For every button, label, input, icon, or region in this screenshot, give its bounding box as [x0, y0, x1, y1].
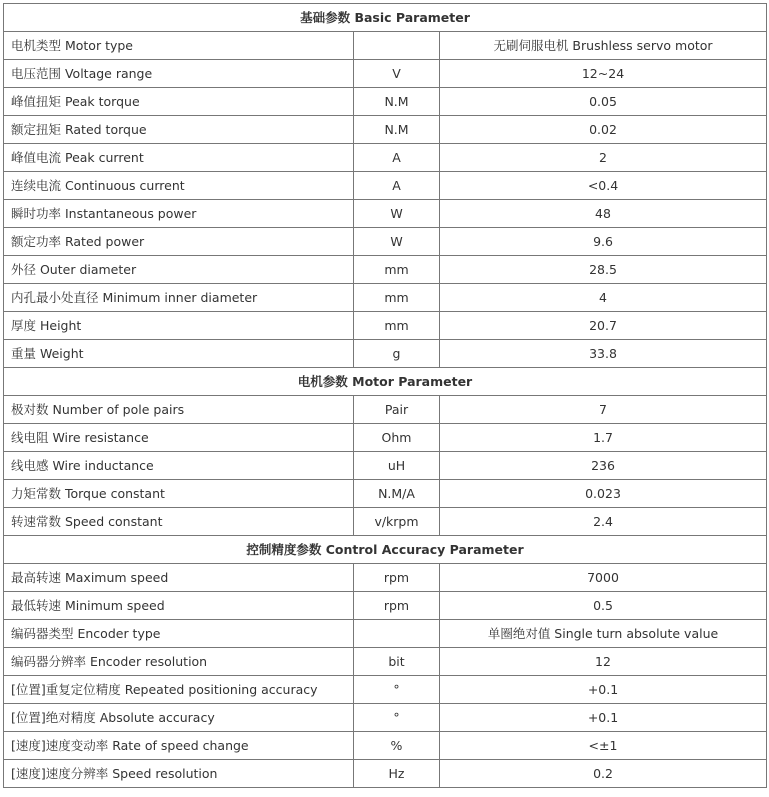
parameter-name-cell: 重量 Weight	[4, 340, 354, 368]
parameter-unit-cell: N.M/A	[354, 480, 440, 508]
parameter-value-cell: 0.2	[440, 760, 767, 788]
parameter-unit-cell: V	[354, 60, 440, 88]
parameter-unit-cell: A	[354, 172, 440, 200]
table-row	[4, 32, 767, 60]
parameter-value-cell: 1.7	[440, 424, 767, 452]
parameter-table	[3, 3, 767, 788]
parameter-name-cell: 厚度 Height	[4, 312, 354, 340]
table-row	[4, 312, 767, 340]
parameter-name-cell: 最低转速 Minimum speed	[4, 592, 354, 620]
parameter-value-cell: 20.7	[440, 312, 767, 340]
section-title: 控制精度参数 Control Accuracy Parameter	[4, 536, 767, 564]
parameter-value-cell: +0.1	[440, 676, 767, 704]
table-row	[4, 88, 767, 116]
parameter-unit-cell: °	[354, 704, 440, 732]
table-row	[4, 116, 767, 144]
parameter-table-body	[4, 4, 767, 788]
parameter-value-cell: 单圈绝对值 Single turn absolute value	[440, 620, 767, 648]
parameter-unit-cell: N.M	[354, 116, 440, 144]
table-row	[4, 144, 767, 172]
parameter-name-cell: 外径 Outer diameter	[4, 256, 354, 284]
parameter-value-cell: +0.1	[440, 704, 767, 732]
parameter-unit-cell: mm	[354, 256, 440, 284]
parameter-unit-cell: W	[354, 228, 440, 256]
parameter-name-cell: 线电感 Wire inductance	[4, 452, 354, 480]
parameter-unit-cell: °	[354, 676, 440, 704]
table-row	[4, 480, 767, 508]
parameter-name-cell: 极对数 Number of pole pairs	[4, 396, 354, 424]
table-row	[4, 256, 767, 284]
section-title: 基础参数 Basic Parameter	[4, 4, 767, 32]
table-row	[4, 676, 767, 704]
parameter-name-cell: [速度]速度变动率 Rate of speed change	[4, 732, 354, 760]
parameter-name-cell: [位置]重复定位精度 Repeated positioning accuracy	[4, 676, 354, 704]
section-header-row	[4, 368, 767, 396]
parameter-value-cell: 0.02	[440, 116, 767, 144]
parameter-value-cell: <0.4	[440, 172, 767, 200]
table-row	[4, 228, 767, 256]
parameter-name-cell: 连续电流 Continuous current	[4, 172, 354, 200]
table-row	[4, 284, 767, 312]
parameter-name-cell: 额定扭矩 Rated torque	[4, 116, 354, 144]
parameter-unit-cell	[354, 32, 440, 60]
parameter-value-cell: 12~24	[440, 60, 767, 88]
table-row	[4, 172, 767, 200]
table-row	[4, 704, 767, 732]
parameter-unit-cell: v/krpm	[354, 508, 440, 536]
parameter-value-cell: 0.05	[440, 88, 767, 116]
table-row	[4, 424, 767, 452]
parameter-value-cell: 7000	[440, 564, 767, 592]
table-row	[4, 760, 767, 788]
parameter-name-cell: 瞬时功率 Instantaneous power	[4, 200, 354, 228]
parameter-unit-cell: mm	[354, 312, 440, 340]
parameter-unit-cell: mm	[354, 284, 440, 312]
parameter-value-cell: 0.023	[440, 480, 767, 508]
parameter-name-cell: 峰值扭矩 Peak torque	[4, 88, 354, 116]
parameter-name-cell: 电压范围 Voltage range	[4, 60, 354, 88]
parameter-value-cell: 33.8	[440, 340, 767, 368]
section-header-row	[4, 4, 767, 32]
parameter-unit-cell: Pair	[354, 396, 440, 424]
parameter-unit-cell: rpm	[354, 592, 440, 620]
parameter-name-cell: [速度]速度分辨率 Speed resolution	[4, 760, 354, 788]
parameter-value-cell: 0.5	[440, 592, 767, 620]
table-row	[4, 592, 767, 620]
parameter-value-cell: 2	[440, 144, 767, 172]
parameter-unit-cell: A	[354, 144, 440, 172]
table-row	[4, 648, 767, 676]
parameter-value-cell: 无刷伺服电机 Brushless servo motor	[440, 32, 767, 60]
parameter-unit-cell: g	[354, 340, 440, 368]
parameter-unit-cell: Hz	[354, 760, 440, 788]
parameter-value-cell: 12	[440, 648, 767, 676]
section-title: 电机参数 Motor Parameter	[4, 368, 767, 396]
parameter-name-cell: 最高转速 Maximum speed	[4, 564, 354, 592]
table-row	[4, 396, 767, 424]
section-header-row	[4, 536, 767, 564]
parameter-name-cell: 编码器类型 Encoder type	[4, 620, 354, 648]
parameter-unit-cell: uH	[354, 452, 440, 480]
parameter-unit-cell: bit	[354, 648, 440, 676]
parameter-name-cell: 峰值电流 Peak current	[4, 144, 354, 172]
parameter-name-cell: 电机类型 Motor type	[4, 32, 354, 60]
parameter-name-cell: 线电阻 Wire resistance	[4, 424, 354, 452]
parameter-unit-cell: N.M	[354, 88, 440, 116]
table-row	[4, 340, 767, 368]
parameter-unit-cell: %	[354, 732, 440, 760]
table-row	[4, 732, 767, 760]
parameter-value-cell: 7	[440, 396, 767, 424]
parameter-value-cell: 4	[440, 284, 767, 312]
parameter-value-cell: 28.5	[440, 256, 767, 284]
parameter-value-cell: <±1	[440, 732, 767, 760]
parameter-unit-cell: W	[354, 200, 440, 228]
parameter-name-cell: 内孔最小处直径 Minimum inner diameter	[4, 284, 354, 312]
table-row	[4, 620, 767, 648]
parameter-unit-cell: Ohm	[354, 424, 440, 452]
table-row	[4, 200, 767, 228]
table-row	[4, 60, 767, 88]
parameter-value-cell: 9.6	[440, 228, 767, 256]
parameter-name-cell: [位置]绝对精度 Absolute accuracy	[4, 704, 354, 732]
parameter-unit-cell	[354, 620, 440, 648]
parameter-value-cell: 236	[440, 452, 767, 480]
table-row	[4, 564, 767, 592]
table-row	[4, 452, 767, 480]
parameter-name-cell: 额定功率 Rated power	[4, 228, 354, 256]
parameter-value-cell: 48	[440, 200, 767, 228]
table-row	[4, 508, 767, 536]
parameter-name-cell: 力矩常数 Torque constant	[4, 480, 354, 508]
parameter-value-cell: 2.4	[440, 508, 767, 536]
parameter-unit-cell: rpm	[354, 564, 440, 592]
parameter-name-cell: 转速常数 Speed constant	[4, 508, 354, 536]
parameter-name-cell: 编码器分辨率 Encoder resolution	[4, 648, 354, 676]
